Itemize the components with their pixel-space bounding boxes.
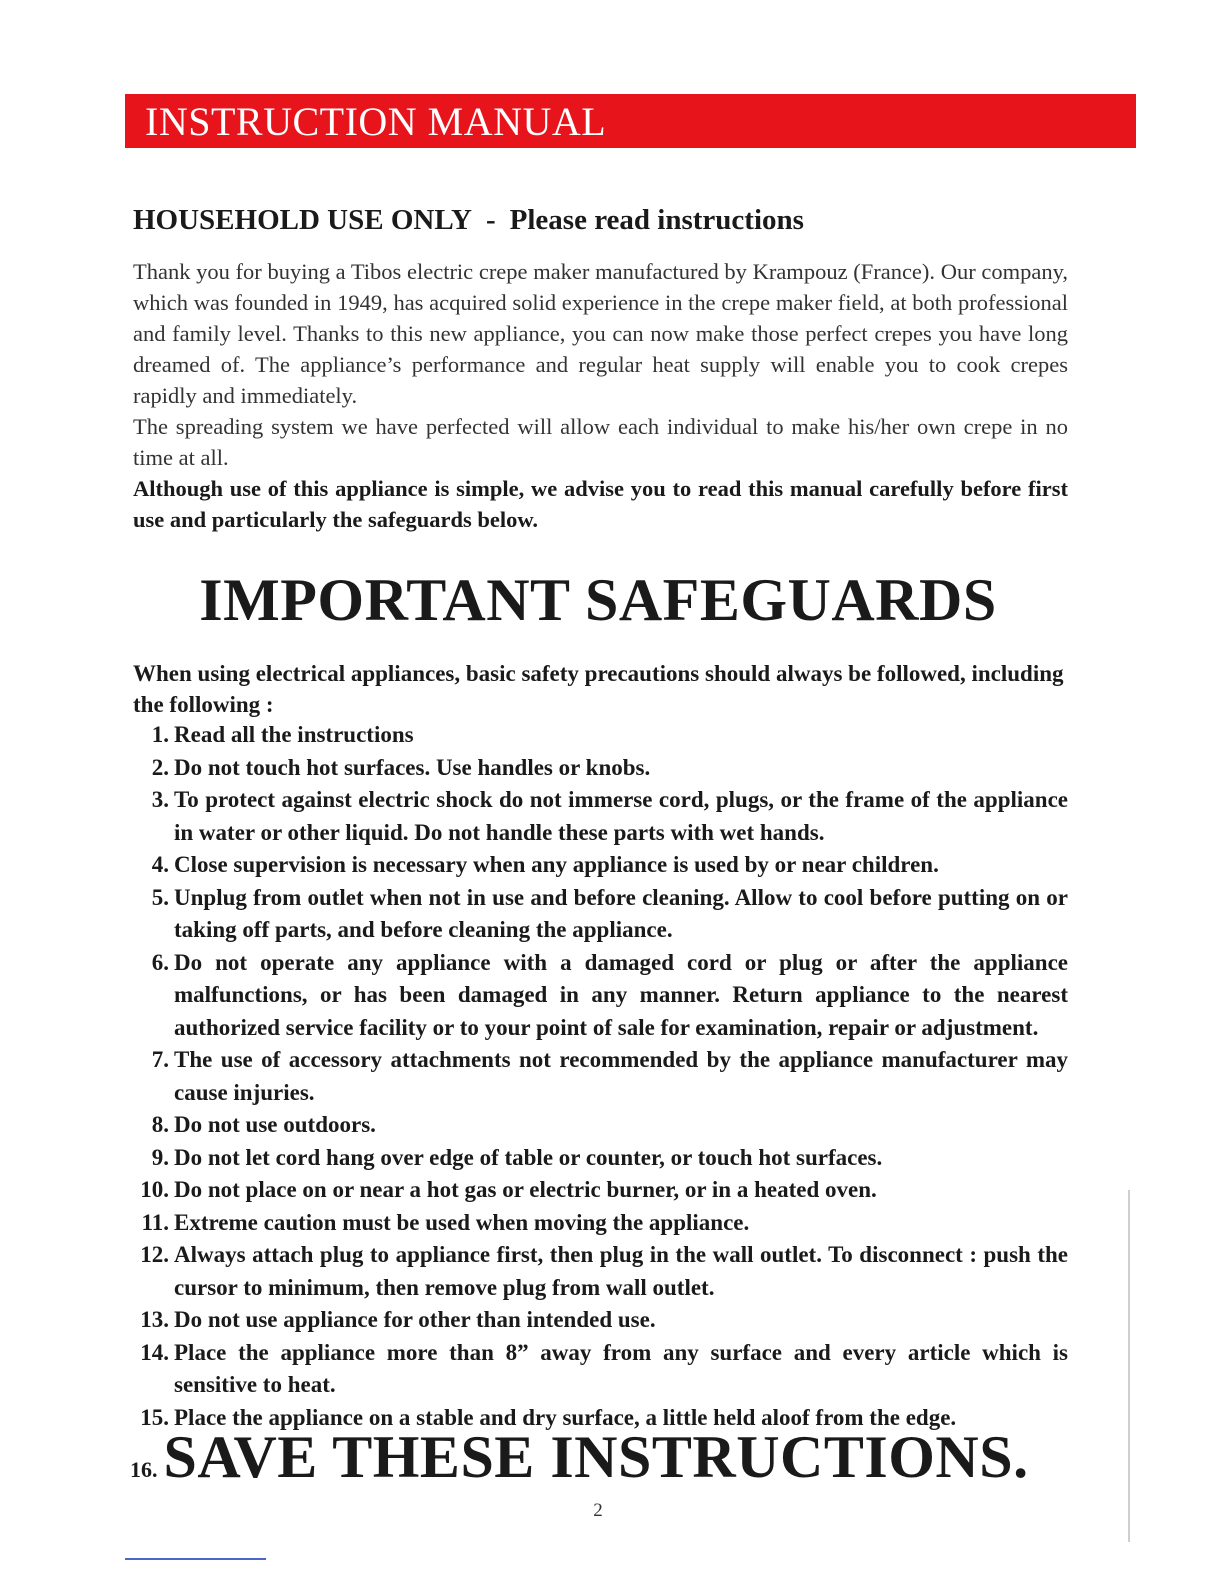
safeguard-number: 1.	[151, 722, 169, 747]
safeguard-number: 6.	[151, 949, 169, 975]
safeguard-number: 7.	[151, 1047, 169, 1072]
safeguard-item	[133, 784, 1068, 849]
safeguard-text: Do not let cord hang over edge of table or counter, or touch hot surfaces.	[174, 1144, 883, 1170]
safeguard-text: Do not touch hot surfaces. Use handles or knobs.	[174, 754, 651, 780]
safeguard-item	[133, 752, 1068, 785]
safeguard-text: Do not use outdoors.	[174, 1112, 376, 1137]
safeguard-number: 14.	[140, 1339, 169, 1365]
safeguard-text: Do not operate any appliance with a damaged cord or plug or after the appliance malfunctions, or has been damaged in any manner. Return appliance to the nearest authorized service facility or to your point of sale for examination, repair or adjustment.	[174, 949, 1068, 1040]
household-use-label: HOUSEHOLD USE ONLY	[133, 204, 472, 236]
safeguard-text: Place the appliance more than 8” away from any surface and every article which is sensitive to heat.	[174, 1339, 1068, 1397]
safeguard-item	[133, 719, 1068, 752]
footer-rule	[125, 1558, 266, 1560]
safeguard-number: 4.	[151, 852, 169, 877]
save-instructions	[130, 1423, 1029, 1492]
safeguard-item	[133, 1337, 1068, 1402]
safeguard-item	[133, 1304, 1068, 1337]
page-number: 2	[593, 1500, 603, 1521]
safeguard-item	[133, 1239, 1068, 1304]
safeguard-item	[133, 882, 1068, 947]
intro-text	[133, 256, 1068, 535]
safeguard-item	[133, 1109, 1068, 1142]
safeguard-text: Do not use appliance for other than intended use.	[174, 1307, 656, 1332]
safeguard-item	[133, 1174, 1068, 1207]
safeguard-text: Always attach plug to appliance first, then plug in the wall outlet. To disconnect : push the cursor to minimum, then remove plug from wall outlet.	[174, 1242, 1068, 1300]
save-instructions-number: 16.	[130, 1457, 158, 1482]
safeguard-number: 8.	[151, 1112, 169, 1137]
safeguard-text: Extreme caution must be used when moving the appliance.	[174, 1209, 750, 1235]
safeguard-number: 11.	[141, 1209, 169, 1235]
safeguard-text: Place the appliance on a stable and dry surface, a little held aloof from the edge.	[174, 1404, 957, 1430]
subheading-separator: -	[485, 204, 496, 236]
safeguard-item	[133, 849, 1068, 882]
safeguards-title: IMPORTANT SAFEGUARDS	[199, 567, 997, 633]
safeguards-lead	[133, 658, 1068, 720]
header-banner	[125, 94, 1136, 148]
safeguard-number: 9.	[151, 1144, 169, 1170]
intro-paragraph-3: Although use of this appliance is simple, we advise you to read this manual carefully before first use and particularly the safeguards below.	[133, 476, 1068, 532]
safeguard-number: 13.	[140, 1307, 169, 1332]
safeguard-text: Close supervision is necessary when any appliance is used by or near children.	[174, 852, 939, 877]
scan-edge-line	[1128, 1190, 1130, 1542]
intro-paragraph-1: Thank you for buying a Tibos electric crepe maker manufactured by Krampouz (France). Our company, which was founded in 1949, has acquired solid experience in the crepe maker field, at both professional and family level. Thanks to this new appliance, you can now make those perfect crepes you have long dreamed of. The appliance’s performance and regular heat supply will enable you to cook crepes rapidly and immediately.	[133, 259, 1068, 408]
safeguard-text: Unplug from outlet when not in use and before cleaning. Allow to cool before putting on or taking off parts, and before cleaning the appliance.	[174, 884, 1068, 942]
safeguard-text: Do not place on or near a hot gas or electric burner, or in a heated oven.	[174, 1177, 877, 1202]
safeguard-number: 10.	[140, 1177, 169, 1202]
save-instructions-text: SAVE THESE INSTRUCTIONS.	[163, 1424, 1029, 1490]
safeguards-list	[133, 719, 1068, 1434]
safeguard-item	[133, 1142, 1068, 1175]
subheading	[133, 204, 804, 237]
safeguard-number: 5.	[151, 884, 169, 910]
safeguard-number: 12.	[140, 1242, 169, 1267]
safeguard-number: 2.	[151, 754, 169, 780]
safeguard-item	[133, 1044, 1068, 1109]
safeguard-text: Read all the instructions	[174, 722, 414, 747]
safeguard-text: The use of accessory attachments not recommended by the appliance manufacturer may cause injuries.	[174, 1047, 1068, 1105]
read-instructions-label: Please read instructions	[509, 204, 804, 236]
safeguard-number: 3.	[151, 787, 169, 812]
safeguard-item	[133, 1207, 1068, 1240]
safeguards-lead-text: When using electrical appliances, basic safety precautions should always be followed, including the following :	[133, 661, 1064, 717]
safeguard-item	[133, 947, 1068, 1045]
safeguard-number: 15.	[140, 1404, 169, 1430]
intro-paragraph-2: The spreading system we have perfected will allow each individual to make his/her own crepe in no time at all.	[133, 414, 1068, 470]
safeguard-text: To protect against electric shock do not immerse cord, plugs, or the frame of the appliance in water or other liquid. Do not handle these parts with wet hands.	[174, 787, 1068, 845]
manual-title: INSTRUCTION MANUAL	[145, 99, 607, 144]
